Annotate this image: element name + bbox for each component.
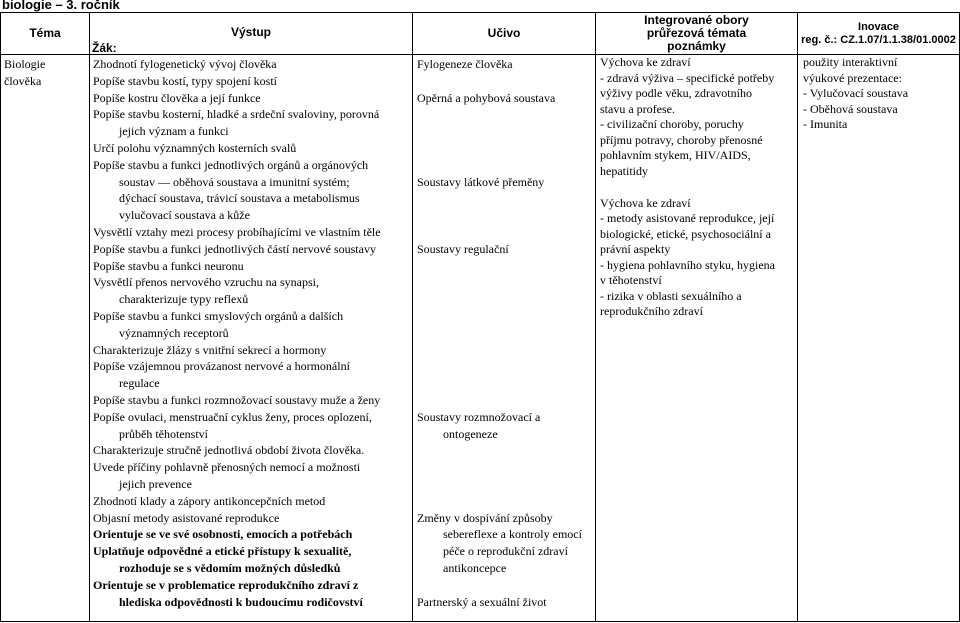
inovace-line: - Imunita — [803, 117, 848, 131]
spacer — [417, 476, 595, 493]
vystup-line: Zhodnotí klady a zápory antikoncepčních metod — [93, 493, 326, 508]
vystup-line: Popíše stavbu a funkci neuronu — [93, 258, 244, 273]
spacer — [417, 308, 595, 325]
vystup-line: Charakterizuje stručně jednotlivá období života člověka. — [93, 443, 365, 458]
integrated-line: - rizika v oblasti sexuálního a — [600, 288, 742, 303]
header-zak-label: Žák: — [92, 40, 117, 55]
vystup-line: Popíše stavbu kosterní, hladké a srdeční svaloviny, porovná — [93, 107, 380, 122]
spacer — [417, 106, 595, 123]
header-ucivo: Učivo — [413, 13, 596, 55]
spacer — [417, 73, 595, 90]
spacer — [417, 342, 595, 359]
vystup-line: jejich prevence — [119, 476, 192, 491]
content-row — [1, 55, 960, 622]
integrated-line: příjmu potravy, choroby přenosné — [600, 132, 763, 147]
integrated-line: - civilizační choroby, poruchy — [600, 117, 744, 131]
integrated-line: hepatitidy — [600, 163, 648, 178]
header-vystup — [90, 13, 413, 55]
vystup-line: Popíše stavbu a funkci rozmnožovací soustavy muže a ženy — [93, 392, 381, 407]
vystup-line: charakterizuje typy reflexů — [119, 292, 249, 307]
vystup-list — [93, 56, 412, 610]
curriculum-table — [0, 12, 960, 622]
spacer — [417, 157, 595, 174]
integrated-line: Výchova ke zdraví — [600, 55, 691, 69]
integrated-line: reprodukčního zdraví — [600, 304, 703, 319]
vystup-line: rozhoduje se s vědomím možných důsledků — [119, 560, 341, 575]
page-title: biologie – 3. ročník — [2, 0, 120, 12]
vystup-line: Určí polohu významných kosterních svalů — [93, 140, 297, 155]
ucivo-line: péče o reprodukční zdraví — [443, 544, 568, 559]
spacer — [417, 140, 595, 157]
spacer — [417, 325, 595, 342]
header-tema: Téma — [1, 13, 90, 55]
ucivo-line: antikoncepce — [443, 560, 507, 575]
spacer — [600, 179, 797, 196]
vystup-line: hlediska odpovědnosti k budoucímu rodičovství — [119, 594, 363, 609]
header-row — [1, 13, 960, 55]
spacer — [417, 375, 595, 392]
integrated-cell — [596, 55, 798, 622]
integrated-line: - metody asistované reprodukce, její — [600, 211, 775, 226]
integrated-list — [600, 55, 797, 320]
header-inovace-line1: Inovace — [858, 20, 899, 33]
inovace-line: použity interaktivní — [803, 55, 898, 69]
ucivo-line: Partnerský a sexuální život — [417, 594, 547, 609]
spacer — [417, 258, 595, 275]
vystup-line: Orientuje se ve své osobnosti, emocích a potřebách — [93, 527, 353, 542]
integrated-line: právní aspekty — [600, 242, 671, 257]
vystup-line: jejich význam a funkci — [119, 124, 229, 139]
header-vystup-label: Výstup — [230, 24, 271, 39]
ucivo-line: Fylogeneze člověka — [417, 57, 513, 71]
ucivo-line: Soustavy regulační — [417, 241, 509, 256]
vystup-line: významných receptorů — [119, 325, 229, 340]
vystup-line: Vysvětlí vztahy mezi procesy probíhajícími ve vlastním těle — [93, 224, 381, 239]
vystup-line: Popíše stavbu a funkci jednotlivých částí nervové soustavy — [93, 241, 376, 256]
header-integrated-line1: Integrované obory — [644, 13, 749, 27]
integrated-line: - zdravá výživa – specifické potřeby — [600, 70, 775, 85]
spacer — [417, 577, 595, 594]
header-integrated — [596, 13, 798, 55]
vystup-line: Uvede příčiny pohlavně přenosných nemocí a možnosti — [93, 460, 361, 475]
vystup-line: vylučovací soustava a kůže — [119, 208, 250, 223]
vystup-line: Popíše stavbu a funkci jednotlivých orgánů a orgánových — [93, 157, 369, 172]
integrated-line: Výchova ke zdraví — [600, 195, 691, 210]
spacer — [417, 207, 595, 224]
integrated-line: pohlavním stykem, HIV/AIDS, — [600, 148, 751, 162]
vystup-line: průběh těhotenství — [119, 426, 208, 441]
ucivo-cell — [413, 55, 596, 622]
vystup-line: Popíše vzájemnou provázanost nervové a hormonální — [93, 359, 350, 374]
vystup-line: Popíše stavbu kostí, typy spojení kostí — [93, 73, 278, 88]
vystup-line: Popíše ovulaci, menstruační cyklus ženy, proces oplození, — [93, 409, 372, 424]
integrated-line: výživy podle věku, zdravotního — [600, 86, 752, 100]
spacer — [417, 442, 595, 459]
spacer — [417, 224, 595, 241]
inovace-cell — [798, 55, 960, 622]
spacer — [417, 493, 595, 510]
tema-line: člověka — [4, 73, 42, 88]
vystup-line: Charakterizuje žlázy s vnitřní sekrecí a hormony — [93, 342, 327, 357]
header-integrated-line2: průřezová témata — [646, 26, 747, 40]
spacer — [417, 392, 595, 409]
vystup-line: Popíše stavbu a funkci smyslových orgánů a dalších — [93, 308, 344, 323]
header-integrated-line3: poznámky — [667, 39, 726, 53]
spacer — [417, 274, 595, 291]
vystup-line: regulace — [119, 376, 160, 391]
vystup-cell — [90, 55, 413, 622]
vystup-line: Popíše kostru člověka a její funkce — [93, 90, 261, 105]
vystup-line: Zhodnotí fylogenetický vývoj člověka — [93, 57, 277, 71]
spacer — [417, 459, 595, 476]
ucivo-line: Opěrná a pohybová soustava — [417, 90, 556, 105]
ucivo-line: sebereflexe a kontroly emocí — [443, 527, 582, 542]
tema-list — [4, 56, 89, 90]
vystup-line: soustav — oběhová soustava a imunitní systém; — [119, 174, 350, 189]
spacer — [417, 190, 595, 207]
integrated-line: stavu a profese. — [600, 101, 675, 116]
vystup-line: Objasní metody asistované reprodukce — [93, 510, 280, 525]
ucivo-line: Změny v dospívání způsoby — [417, 510, 553, 525]
ucivo-line: Soustavy látkové přeměny — [417, 174, 545, 189]
ucivo-line: ontogeneze — [443, 426, 498, 441]
inovace-line: - Oběhová soustava — [803, 101, 898, 116]
vystup-line: Uplatňuje odpovědné a etické přístupy k sexualitě, — [93, 544, 352, 559]
spacer — [417, 291, 595, 308]
vystup-line: dýchací soustava, trávicí soustava a metabolismus — [119, 191, 360, 206]
integrated-line: - hygiena pohlavního styku, hygiena — [600, 257, 775, 272]
inovace-list — [803, 55, 959, 133]
integrated-line: biologické, etické, psychosociální a — [600, 226, 771, 241]
vystup-line: Orientuje se v problematice reprodukčního zdraví z — [93, 577, 359, 592]
vystup-line: Vysvětlí přenos nervového vzruchu na synapsi, — [93, 275, 319, 290]
header-inovace — [798, 13, 960, 55]
ucivo-list — [417, 56, 595, 610]
tema-cell — [1, 55, 90, 622]
spacer — [417, 358, 595, 375]
spacer — [417, 123, 595, 140]
inovace-line: výukové prezentace: — [803, 70, 902, 85]
integrated-line: v těhotenství — [600, 273, 662, 288]
tema-line: Biologie — [4, 57, 46, 71]
ucivo-line: Soustavy rozmnožovací a — [417, 409, 541, 424]
inovace-line: - Vylučovací soustava — [803, 86, 909, 100]
header-inovace-line2: reg. č.: CZ.1.07/1.1.38/01.0002 — [801, 33, 956, 46]
